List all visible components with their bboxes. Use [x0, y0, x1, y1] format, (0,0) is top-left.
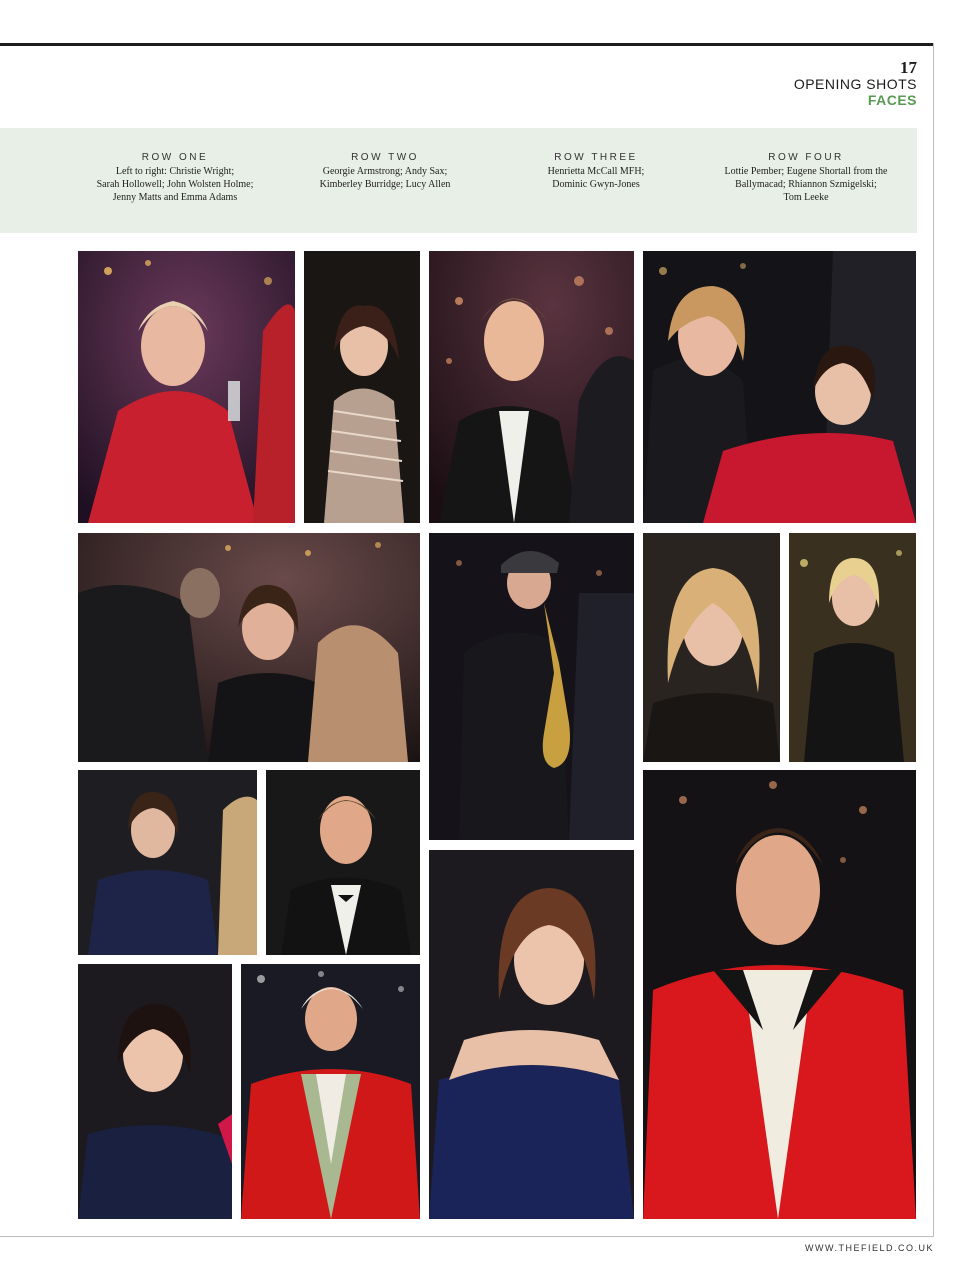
caption-line: Ballymacad; Rhiannon Szmigelski; [735, 179, 877, 190]
caption-heading: ROW TWO [351, 152, 419, 163]
photo-woman-navy-dress [78, 770, 257, 955]
photo-two-women-laughing [643, 251, 916, 523]
photo-saxophone-player [429, 533, 634, 840]
section-subtitle: FACES [867, 92, 917, 108]
photo-woman-black-dress [789, 533, 916, 762]
photo-woman-off-shoulder-blue [429, 850, 634, 1219]
caption-row-one [75, 152, 275, 204]
right-rule [933, 43, 934, 1237]
caption-line: Henrietta McCall MFH; [547, 166, 645, 177]
caption-line: Georgie Armstrong; Andy Sax; [322, 166, 448, 177]
caption-heading: ROW THREE [554, 152, 638, 163]
caption-line: Lottie Pember; Eugene Shortall from the [724, 166, 888, 177]
photo-man-bow-tie [429, 251, 634, 523]
caption-line: Kimberley Burridge; Lucy Allen [319, 179, 451, 190]
caption-text [285, 165, 485, 191]
photo-man-red-coat-white-hair [241, 964, 420, 1219]
page-number: 17 [900, 58, 917, 77]
caption-text [75, 165, 275, 204]
caption-line: Left to right: Christie Wright; [115, 166, 235, 177]
caption-row-three [496, 152, 696, 191]
caption-text [706, 165, 906, 204]
caption-text [496, 165, 696, 191]
photo-woman-red-dress [78, 251, 295, 523]
caption-line: Tom Leeke [783, 192, 829, 203]
caption-line: Sarah Hollowell; John Wolsten Holme; [96, 179, 254, 190]
caption-heading: ROW FOUR [768, 152, 844, 163]
caption-line: Jenny Matts and Emma Adams [112, 192, 238, 203]
photo-group-conversation [78, 533, 420, 762]
footer-url: WWW.THEFIELD.CO.UK [805, 1243, 934, 1253]
photo-woman-dark-hair [78, 964, 232, 1219]
section-title: OPENING SHOTS [793, 76, 917, 92]
photo-woman-sequin-dress [304, 251, 420, 523]
top-rule [0, 43, 934, 46]
caption-row-four [706, 152, 906, 204]
caption-row-two [285, 152, 485, 191]
caption-heading: ROW ONE [141, 152, 209, 163]
photo-man-tuxedo-smiling [266, 770, 420, 955]
caption-line: Dominic Gwyn-Jones [552, 179, 640, 190]
caption-band [0, 128, 917, 233]
photo-man-red-hunt-coat [643, 770, 916, 1219]
photo-blonde-woman [643, 533, 780, 762]
bottom-rule [0, 1236, 934, 1237]
